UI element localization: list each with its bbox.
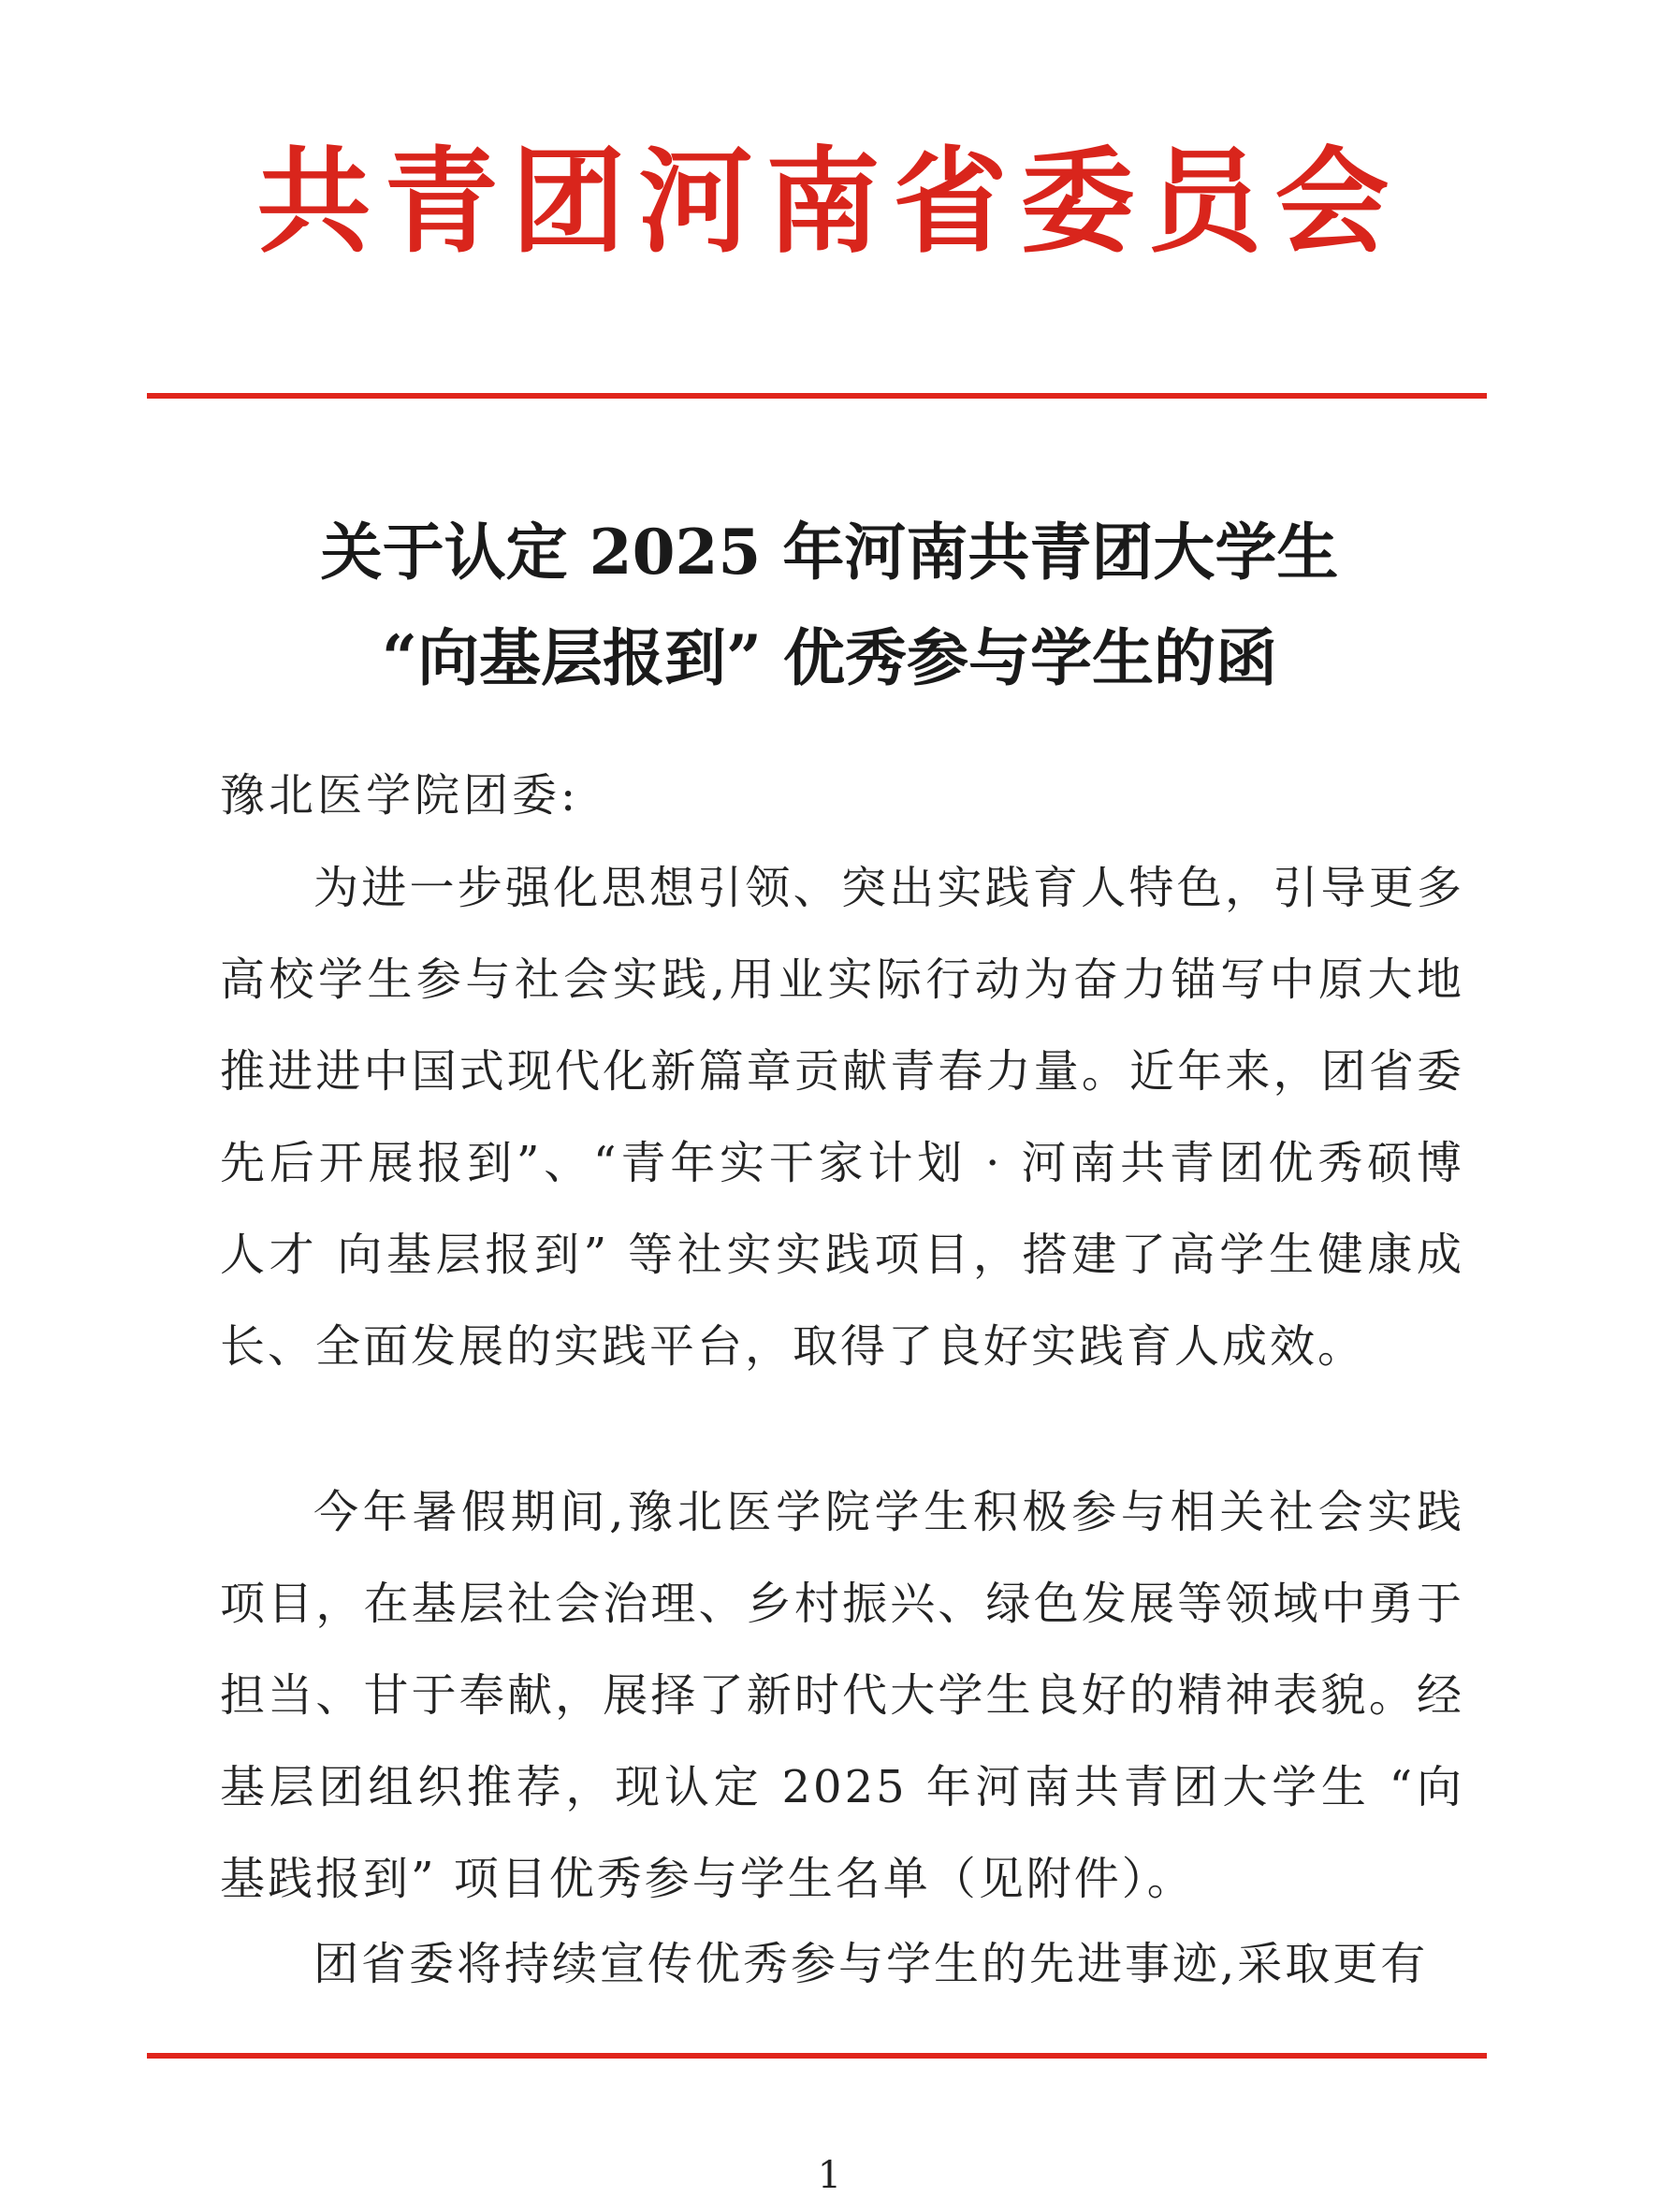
body-paragraph-2: 今年暑假期间,豫北医学院学生积极参与相关社会实践项目，在基层社会治理、乡村振兴、绿色发展等领域中勇于担当、甘于奉献，展择了新时代大学生良好的精神表貌。经基层团组织推荐，现认定 2025 年河南共青团大学生 “向基践报到” 项目优秀参与学生名单（见附件）。 xyxy=(220,1486,1464,1905)
salutation: 豫北医学院团委: xyxy=(220,769,580,822)
page-number: 1 xyxy=(817,2154,842,2197)
letterhead-red-rule xyxy=(147,393,1487,399)
letterhead-org-name: 共青团河南省委员会 xyxy=(256,134,1403,269)
document-title-line-2: “向基层报到” 优秀参与学生的函 xyxy=(382,621,1277,694)
document-title-line-1: 关于认定 2025 年河南共青团大学生 xyxy=(320,516,1339,589)
footer-red-rule xyxy=(147,2053,1487,2059)
body-paragraph-1: 为进一步强化思想引领、突出实践育人特色，引导更多高校学生参与社会实践,用业实际行动为奋力锚写中原大地推进进中国式现代化新篇章贡献青春力量。近年来，团省委先后开展报到”、“青年实干家计划 · 河南共青团优秀硕博人才 向基层报到” 等社实实践项目，搭建了高学生健康成长、全面发展的实践平台，取得了良好实践育人成效。 xyxy=(220,862,1464,1373)
body-paragraph-3: 团省委将持续宣传优秀参与学生的先进事迹,采取更有 xyxy=(313,1938,1429,1990)
